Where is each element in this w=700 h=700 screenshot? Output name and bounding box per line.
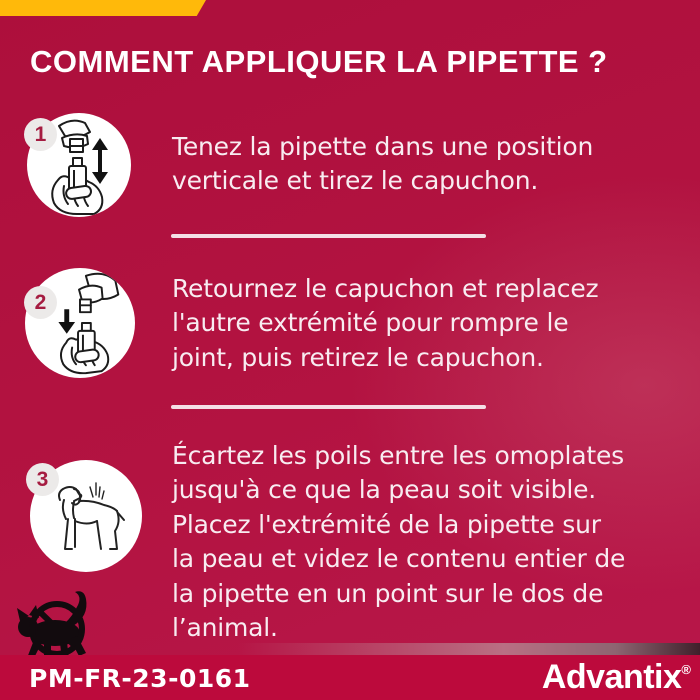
divider [171,405,486,409]
step-2-text [172,272,598,375]
step-3-line: jusqu'à ce que la peau soit visible. [172,475,597,505]
step-1-line: verticale et tirez le capuchon. [172,166,539,196]
step-2-line: Retournez le capuchon et replacez [172,274,599,303]
step-2-line: l'autre extrémité pour rompre le [172,308,569,338]
step-1-line: Tenez la pipette dans une position [172,132,594,161]
registered-trademark-symbol: ® [681,662,691,677]
yellow-corner-accent [0,0,206,16]
step-3-number-badge: 3 [26,463,59,496]
divider [171,234,486,238]
step-2-number-badge: 2 [24,286,57,319]
step-3-line: la peau et videz le contenu entier de [172,544,626,574]
page-title: COMMENT APPLIQUER LA PIPETTE ? [30,44,608,79]
brand-logo [542,658,691,697]
step-2-illustration [25,268,135,378]
step-3-text [172,439,625,645]
reference-code: PM-FR-23-0161 [29,664,251,693]
footer-gradient-strip [0,643,700,655]
step-3-line: Placez l'extrémité de la pipette sur [172,509,601,539]
step-3-line: l’animal. [172,613,278,643]
step-3-line: Écartez les poils entre les omoplates [172,441,624,470]
step-1-number-badge: 1 [24,118,57,151]
step-1-text [172,130,593,199]
step-3-line: la pipette en un point sur le dos de [172,578,604,608]
cap-invert-break-seal-icon [25,268,135,378]
step-2-line: joint, puis retirez le capuchon. [172,342,544,372]
brand-name: Advantix [541,658,682,696]
